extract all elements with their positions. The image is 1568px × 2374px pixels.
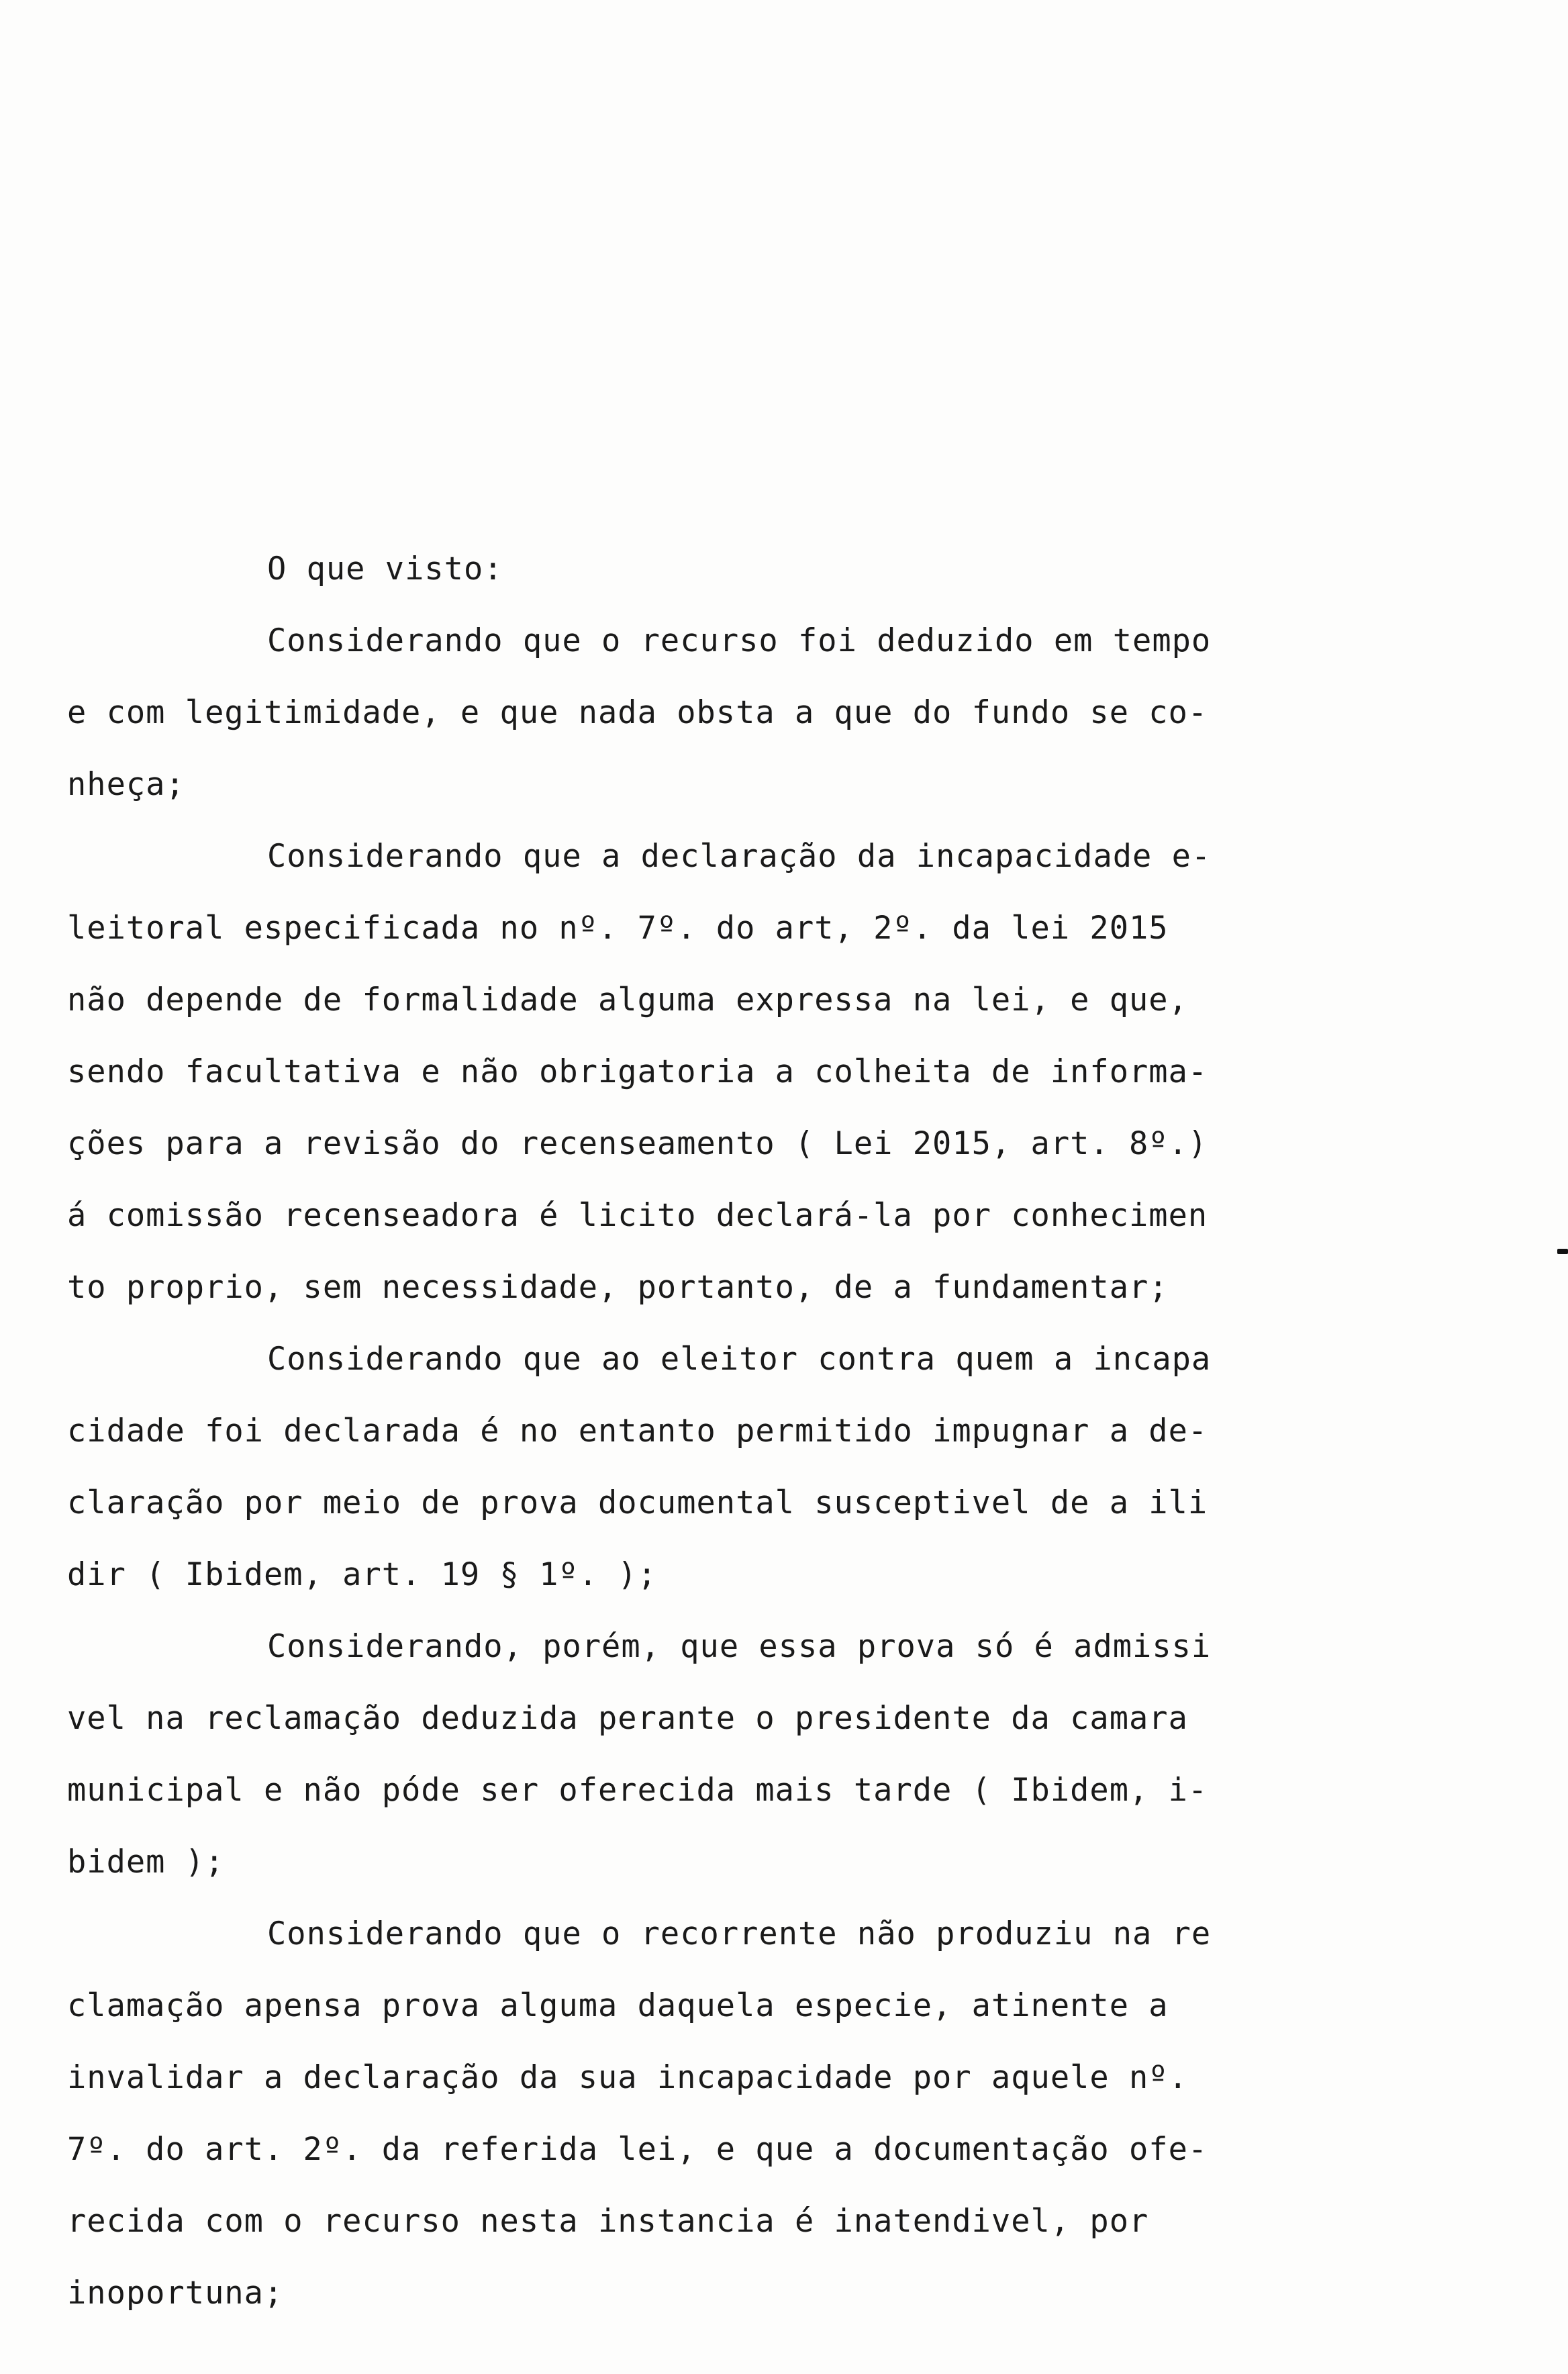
text-line: Considerando, porém, que essa prova só é admissi	[267, 1628, 1212, 1665]
text-line: municipal e não póde ser oferecida mais tarde ( Ibidem, i-	[67, 1772, 1208, 1809]
text-line: bidem );	[67, 1844, 225, 1881]
text-line: leitoral especificada no nº. 7º. do art, 2º. da lei 2015	[67, 910, 1169, 947]
text-line: Considerando que o recurso foi deduzido em tempo	[267, 622, 1212, 659]
text-line: Considerando que a declaração da incapacidade e-	[267, 838, 1212, 875]
text-line: ções para a revisão do recenseamento ( Lei 2015, art. 8º.)	[67, 1125, 1208, 1162]
text-line: vel na reclamação deduzida perante o presidente da camara	[67, 1700, 1188, 1737]
text-line: Considerando que o recorrente não produziu na re	[267, 1915, 1212, 1952]
text-line: invalidar a declaração da sua incapacidade por aquele nº.	[67, 2059, 1188, 2096]
text-line: não depende de formalidade alguma expressa na lei, e que,	[67, 982, 1188, 1018]
text-line: sendo facultativa e não obrigatoria a colheita de informa-	[67, 1053, 1208, 1090]
text-line: 7º. do art. 2º. da referida lei, e que a documentação ofe-	[67, 2131, 1208, 2168]
margin-mark	[1557, 1249, 1568, 1254]
text-line: inoportuna;	[67, 2275, 284, 2312]
text-line: e com legitimidade, e que nada obsta a que do fundo se co-	[67, 694, 1208, 731]
text-line: O que visto:	[267, 551, 503, 587]
text-line: clamação apensa prova alguma daquela especie, atinente a	[67, 1987, 1169, 2024]
text-line: á comissão recenseadora é licito declará-la por conhecimen	[67, 1197, 1208, 1234]
text-line: recida com o recurso nesta instancia é inatendivel, por	[67, 2203, 1149, 2240]
text-line: dir ( Ibidem, art. 19 § 1º. );	[67, 1556, 657, 1593]
text-line: nheça;	[67, 766, 185, 803]
text-line: claração por meio de prova documental susceptivel de a ili	[67, 1484, 1208, 1521]
text-line: to proprio, sem necessidade, portanto, de a fundamentar;	[67, 1269, 1169, 1306]
text-line: cidade foi declarada é no entanto permitido impugnar a de-	[67, 1413, 1208, 1450]
text-line: Considerando que ao eleitor contra quem a incapa	[267, 1341, 1212, 1378]
